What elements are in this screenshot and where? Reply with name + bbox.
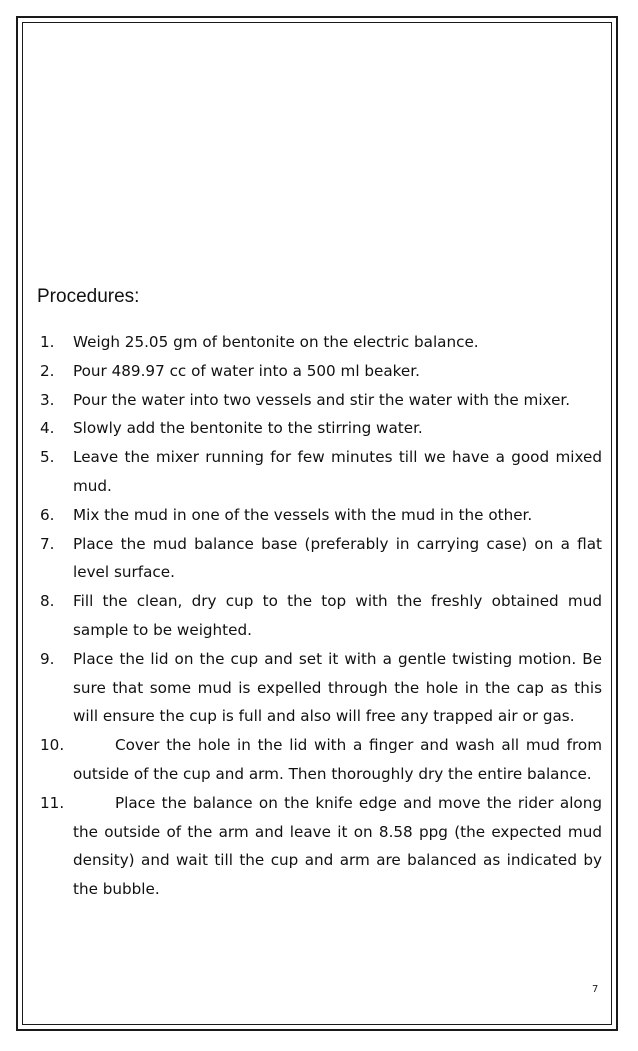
procedure-step-5 [40, 443, 602, 501]
step-text: Mix the mud in one of the vessels with the mud in the other. [73, 505, 533, 524]
step-number: 5. [40, 448, 55, 467]
step-number: 7. [40, 534, 55, 553]
procedures-heading: Procedures: [37, 286, 140, 307]
step-text: Place the balance on the knife edge and move the rider along the outside of the arm and leave it on 8.58 ppg (the expected mud density) and wait till the cup and arm are balanced as indicated by the bubble. [73, 793, 602, 899]
procedure-step-6 [40, 501, 602, 530]
page-number: 7 [592, 984, 599, 995]
step-number: 11. [40, 793, 65, 812]
step-text: Cover the hole in the lid with a finger and wash all mud from outside of the cup and arm. Then thoroughly dry the entire balance. [73, 736, 602, 783]
step-text: Leave the mixer running for few minutes till we have a good mixed mud. [73, 448, 602, 495]
procedure-step-7 [40, 530, 602, 588]
procedure-step-3 [40, 386, 602, 415]
step-text: Slowly add the bentonite to the stirring water. [73, 419, 423, 438]
step-number: 2. [40, 361, 55, 380]
step-text: Place the mud balance base (preferably in carrying case) on a flat level surface. [73, 534, 602, 582]
step-number: 8. [40, 592, 55, 611]
procedure-step-10 [40, 731, 602, 789]
step-text: Pour the water into two vessels and stir the water with the mixer. [73, 390, 571, 409]
step-number: 10. [40, 736, 65, 755]
step-number: 6. [40, 505, 55, 524]
step-text: Weigh 25.05 gm of bentonite on the electric balance. [73, 333, 479, 351]
procedure-step-1 [40, 328, 602, 357]
step-number: 4. [40, 419, 55, 438]
procedure-step-9 [40, 645, 602, 731]
step-text: Pour 489.97 cc of water into a 500 ml beaker. [73, 361, 420, 380]
procedure-step-2 [40, 357, 602, 386]
procedure-step-4 [40, 414, 602, 443]
procedure-step-11 [40, 789, 602, 904]
step-number: 3. [40, 390, 55, 409]
step-number: 9. [40, 649, 55, 668]
procedure-step-8 [40, 587, 602, 645]
step-text: Place the lid on the cup and set it with a gentle twisting motion. Be sure that some mud is expelled through the hole in the cap as this will ensure the cup is full and also will free any trapped air or gas. [73, 649, 602, 726]
procedure-steps-list [40, 328, 602, 904]
step-number: 1. [40, 333, 55, 351]
step-text: Fill the clean, dry cup to the top with the freshly obtained mud sample to be weighted. [73, 592, 602, 639]
